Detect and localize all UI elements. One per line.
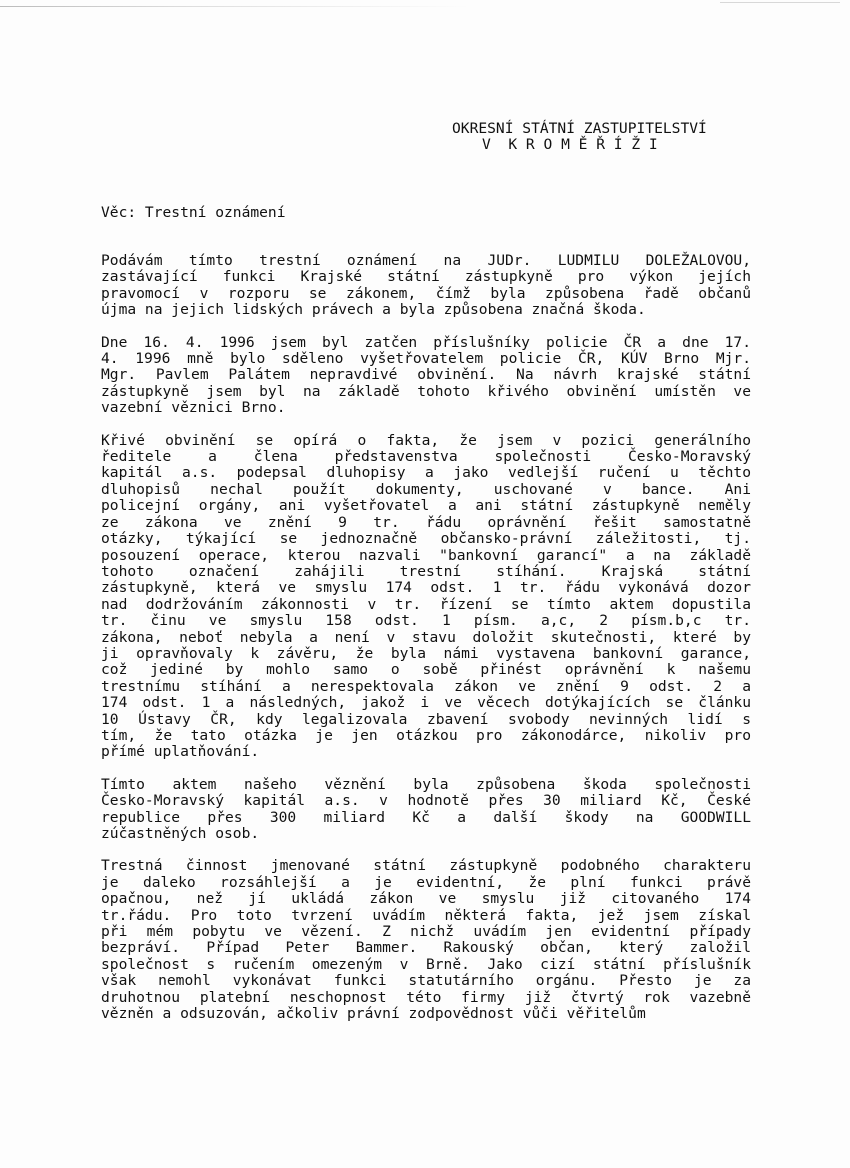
paragraph <box>101 777 761 843</box>
text-line: kapitál a.s. podepsal dluhopisy a jako vedlejší ručení u těchto <box>101 464 751 482</box>
text-line: republice přes 300 miliard Kč a další škody na GOODWILL <box>101 808 751 826</box>
text-line: však nemohl vykonávat funkci statutárního orgánu. Přesto je za <box>101 972 751 990</box>
subject-line: Věc: Trestní oznámení <box>101 204 286 221</box>
text-line: otázky, týkající se jednoznačně občansko-právní záležitosti, tj. <box>101 530 751 548</box>
text-line: druhotnou platební neschopnost této firmy již čtvrtý rok vazebně <box>101 988 751 1006</box>
text-line: společnost s ručením omezeným v Brně. Jako cizí státní příslušník <box>101 955 751 973</box>
text-line: vězněn a odsuzován, ačkoliv právní zodpovědnost vůči věřitelům <box>101 1005 646 1023</box>
text-line: trestnímu stíhání a nerespektovala zákon ve znění 9 odst. 2 a <box>101 677 751 695</box>
text-line: vazební věznici Brno. <box>101 399 286 417</box>
text-line: posouzení operace, kterou nazvali "bankovní garancí" a na základě <box>101 546 751 564</box>
text-line: při mém pobytu ve vězení. Z nichž uvádím jen evidentní případy <box>101 923 751 941</box>
text-line: přímé uplatňování. <box>101 743 260 761</box>
text-line: ředitele a člena představenstva společnosti Česko-Moravský <box>101 448 751 466</box>
text-line: opačnou, než jí ukládá zákon ve smyslu již citovaného 174 <box>101 890 751 908</box>
text-line: nad dodržováním zákonnosti v tr. řízení se tímto aktem dopustila <box>101 595 751 613</box>
scan-artifact <box>720 2 840 3</box>
text-line: ze zákona ve znění 9 tr. řádu oprávnění řešit samostatně <box>101 513 751 531</box>
text-line: zástupkyně jsem byl na základě tohoto křivého obvinění umístěn ve <box>101 382 751 400</box>
text-line: je daleko rozsáhlejší a je evidentní, že plní funkci právě <box>101 873 751 891</box>
text-line: 10 Ústavy ČR, kdy legalizovala zbavení svobody nevinných lidí s <box>101 710 751 728</box>
text-line: Křivé obvinění se opírá o fakta, že jsem v pozici generálního <box>101 431 751 449</box>
scan-artifact <box>0 6 470 7</box>
text-line: což jediné by mohlo samo o sobě přinést oprávnění k našemu <box>101 661 751 679</box>
paragraph <box>101 253 761 319</box>
text-line: policejní orgány, ani vyšetřovatel a ani státní zástupkyně neměly <box>101 497 751 515</box>
text-line: zástupkyně, která ve smyslu 174 odst. 1 tr. řádu vykonává dozor <box>101 579 751 597</box>
text-line: zákona, neboť nebyla a není v stavu doložit skutečnosti, které by <box>101 628 751 646</box>
addressee-line-2: V K R O M Ě Ř Í Ž I <box>482 136 658 154</box>
letter-body <box>101 253 761 1038</box>
text-line: tr.řádu. Pro toto tvrzení uvádím některá fakta, jež jsem získal <box>101 906 751 924</box>
text-line: tr. činu ve smyslu 158 odst. 1 písm. a,c, 2 písm.b,c tr. <box>101 612 751 630</box>
paragraph <box>101 858 761 1022</box>
text-line: Česko-Moravský kapitál a.s. v hodnotě přes 30 miliard Kč, České <box>101 792 751 810</box>
text-line: 174 odst. 1 a následných, jakož i ve věcech dotýkajících se článku <box>101 694 751 712</box>
text-line: dluhopisů nechal použít dokumenty, uschované v bance. Ani <box>101 480 751 498</box>
text-line: újma na jejich lidských právech a byla způsobena značná škoda. <box>101 301 646 319</box>
text-line: ji opravňovaly k závěru, že byla námi vystavena bankovní garance, <box>101 644 751 662</box>
text-line: zastávající funkci Krajské státní zástupkyně pro výkon jejích <box>101 268 751 286</box>
text-line: pravomocí v rozporu se zákonem, čímž byla způsobena řadě občanů <box>101 284 751 302</box>
addressee-header <box>452 121 772 154</box>
text-line: zúčastněných osob. <box>101 825 260 842</box>
paragraph <box>101 335 761 417</box>
text-line: bezpráví. Případ Peter Bammer. Rakouský občan, který založil <box>101 939 751 957</box>
text-line: tím, že tato otázka je jen otázkou pro zákonodárce, nikoliv pro <box>101 726 751 744</box>
addressee-line-1: OKRESNÍ STÁTNÍ ZASTUPITELSTVÍ <box>452 120 707 137</box>
text-line: Mgr. Pavlem Palátem nepravdivé obvinění. Na návrh krajské státní <box>101 366 751 384</box>
text-line: Podávám tímto trestní oznámení na JUDr. LUDMILU DOLEŽALOVOU, <box>101 252 751 269</box>
text-line: tohoto označení zahájili trestní stíhání. Krajská státní <box>101 562 751 580</box>
text-line: Trestná činnost jmenované státní zástupkyně podobného charakteru <box>101 857 751 875</box>
text-line: Tímto aktem našeho věznění byla způsobena škoda společnosti <box>101 775 751 793</box>
text-line: 4. 1996 mně bylo sděleno vyšetřovatelem policie ČR, KÚV Brno Mjr. <box>101 350 751 368</box>
text-line: Dne 16. 4. 1996 jsem byl zatčen příslušníky policie ČR a dne 17. <box>101 333 751 351</box>
paragraph <box>101 433 761 761</box>
